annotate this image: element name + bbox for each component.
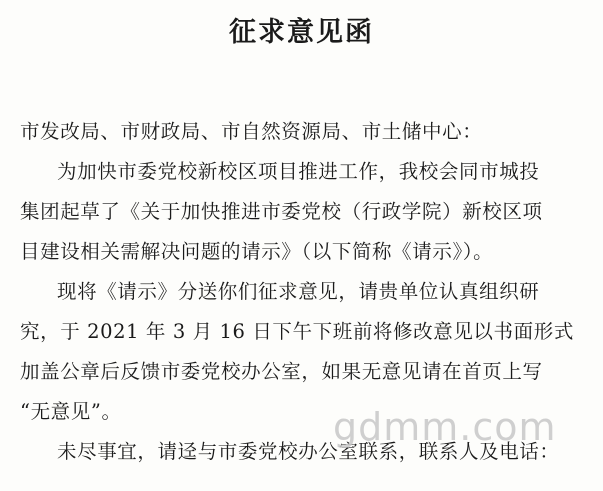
paragraph-1-line-2: 集团起草了《关于加快推进市委党校（行政学院）新校区项 [20, 200, 543, 223]
document-title: 征求意见函 [229, 17, 374, 48]
paragraph-2-line-1: 现将《请示》分送你们征求意见，请贵单位认真组织研 [57, 280, 540, 303]
paragraph-1-line-1: 为加快市委党校新校区项目推进工作，我校会同市城投 [57, 160, 540, 183]
paragraph-3-line-1: 未尽事宜，请迳与市委党校办公室联系，联系人及电话： [57, 440, 560, 463]
paragraph-2-line-3: 加盖公章后反馈市委党校办公室，如果无意见请在首页上写 [20, 360, 543, 383]
paragraph-2-line-2: 究，于 2021 年 3 月 16 日下午下班前将修改意见以书面形式 [20, 320, 574, 343]
paragraph-1-line-3: 目建设相关需解决问题的请示》（以下简称《请示》）。 [20, 240, 494, 263]
addressee-line: 市发改局、市财政局、市自然资源局、市土储中心： [20, 120, 483, 143]
watermark-text: gdmm.com [333, 405, 557, 449]
paragraph-2-line-4: “无意见”。 [20, 400, 122, 423]
